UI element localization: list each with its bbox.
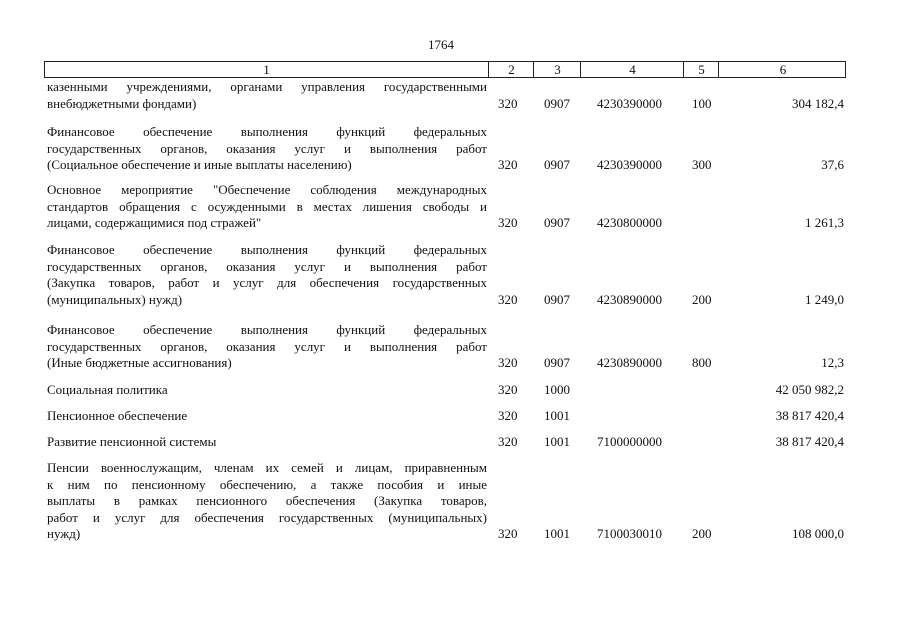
row-cell-c2: 320 (498, 355, 518, 370)
row-name-line: (Иные бюджетные ассигнования) (47, 355, 232, 370)
row-name-line: к ним по пенсионному обеспечению, а также пособия и иные (47, 476, 487, 492)
row-name (47, 79, 487, 112)
row-cell-c5: 100 (692, 95, 712, 111)
table-row (47, 460, 846, 543)
table-row (47, 124, 846, 174)
row-cell-c5: 200 (692, 526, 712, 541)
row-cell-c3: 1001 (544, 408, 570, 423)
row-name-line: государственных органов, оказания услуг и выполнения работ (47, 338, 487, 354)
table-row (47, 242, 846, 308)
row-cell-c6: 12,3 (821, 355, 844, 370)
row-cell-c2: 320 (498, 291, 518, 307)
row-name-line: внебюджетными фондами) (47, 95, 197, 111)
row-cell-c5: 800 (692, 355, 712, 370)
row-name-line: Финансовое обеспечение выполнения функций федеральных (47, 322, 487, 337)
row-cell-c3: 0907 (544, 355, 570, 370)
row-cell-c3: 1000 (544, 382, 570, 397)
row-name-line: Финансовое обеспечение выполнения функций федеральных (47, 242, 487, 257)
row-cell-c5: 300 (692, 157, 712, 172)
header-col-5: 5 (683, 62, 719, 77)
row-cell-c6: 108 000,0 (792, 526, 844, 541)
row-name (47, 408, 487, 425)
row-name (47, 322, 487, 372)
row-cell-c4: 4230890000 (597, 355, 662, 370)
row-cell-c2: 320 (498, 408, 518, 423)
row-name-line: Развитие пенсионной системы (47, 434, 217, 449)
row-cell-c3: 0907 (544, 157, 570, 172)
row-cell-c3: 1001 (544, 434, 570, 449)
row-cell-c4: 4230390000 (597, 157, 662, 172)
row-name-line: государственных органов, оказания услуг и выполнения работ (47, 258, 487, 274)
row-cell-c3: 0907 (544, 95, 570, 111)
table-row (47, 79, 846, 112)
row-cell-c4: 7100030010 (597, 526, 662, 541)
row-cell-c6: 42 050 982,2 (775, 382, 844, 397)
row-name-line: государственных органов, оказания услуг и выполнения работ (47, 140, 487, 156)
header-col-3: 3 (533, 62, 581, 77)
header-col-4: 4 (580, 62, 684, 77)
row-name-line: выплаты в рамках пенсионного обеспечения (Закупка товаров, (47, 493, 487, 508)
table-row (47, 322, 846, 372)
row-cell-c2: 320 (498, 95, 518, 111)
row-cell-c4: 4230390000 (597, 95, 662, 111)
row-cell-c2: 320 (498, 434, 518, 449)
row-name-line: работ и услуг для обеспечения государственных (муниципальных) (47, 509, 487, 525)
row-cell-c2: 320 (498, 215, 518, 230)
row-cell-c6: 304 182,4 (792, 95, 844, 111)
table-row (47, 182, 846, 232)
row-name-line: (муниципальных) нужд) (47, 291, 183, 307)
row-cell-c2: 320 (498, 526, 518, 541)
row-cell-c6: 1 261,3 (805, 215, 844, 230)
header-col-1: 1 (263, 62, 270, 77)
row-name-line: казенными учреждениями, органами управления государственными (47, 79, 487, 94)
row-cell-c3: 0907 (544, 215, 570, 230)
header-col-2: 2 (488, 62, 534, 77)
row-cell-c2: 320 (498, 157, 518, 172)
row-cell-c6: 37,6 (821, 157, 844, 172)
row-cell-c2: 320 (498, 382, 518, 397)
row-name (47, 124, 487, 174)
row-cell-c6: 38 817 420,4 (775, 408, 844, 423)
table-header (44, 61, 846, 78)
table-row (47, 434, 846, 451)
row-name-line: Пенсии военнослужащим, членам их семей и лицам, приравненным (47, 460, 487, 475)
row-cell-c3: 0907 (544, 291, 570, 307)
row-name-line: лицами, содержащимися под стражей" (47, 215, 262, 230)
row-name (47, 242, 487, 308)
row-name-line: Основное мероприятие "Обеспечение соблюдения международных (47, 182, 487, 197)
row-name-line: Социальная политика (47, 382, 168, 397)
row-name-line: Пенсионное обеспечение (47, 408, 188, 423)
row-name (47, 382, 487, 399)
table-row (47, 408, 846, 425)
row-cell-c4: 4230800000 (597, 215, 662, 230)
row-name-line: стандартов обращения с осужденными в местах лишения свободы и (47, 198, 487, 214)
row-cell-c4: 7100000000 (597, 434, 662, 449)
row-name-line: (Социальное обеспечение и иные выплаты населению) (47, 157, 352, 172)
row-name (47, 460, 487, 543)
row-cell-c4: 4230890000 (597, 291, 662, 307)
row-name-line: Финансовое обеспечение выполнения функций федеральных (47, 124, 487, 139)
row-name (47, 434, 487, 451)
row-cell-c3: 1001 (544, 526, 570, 541)
row-name-line: нужд) (47, 526, 81, 541)
header-col-6: 6 (718, 62, 847, 77)
row-cell-c6: 1 249,0 (805, 291, 844, 307)
row-cell-c6: 38 817 420,4 (775, 434, 844, 449)
row-name-line: (Закупка товаров, работ и услуг для обеспечения государственных (47, 275, 487, 290)
table-row (47, 382, 846, 399)
row-cell-c5: 200 (692, 291, 712, 307)
row-name (47, 182, 487, 232)
page-number: 1764 (428, 37, 454, 52)
